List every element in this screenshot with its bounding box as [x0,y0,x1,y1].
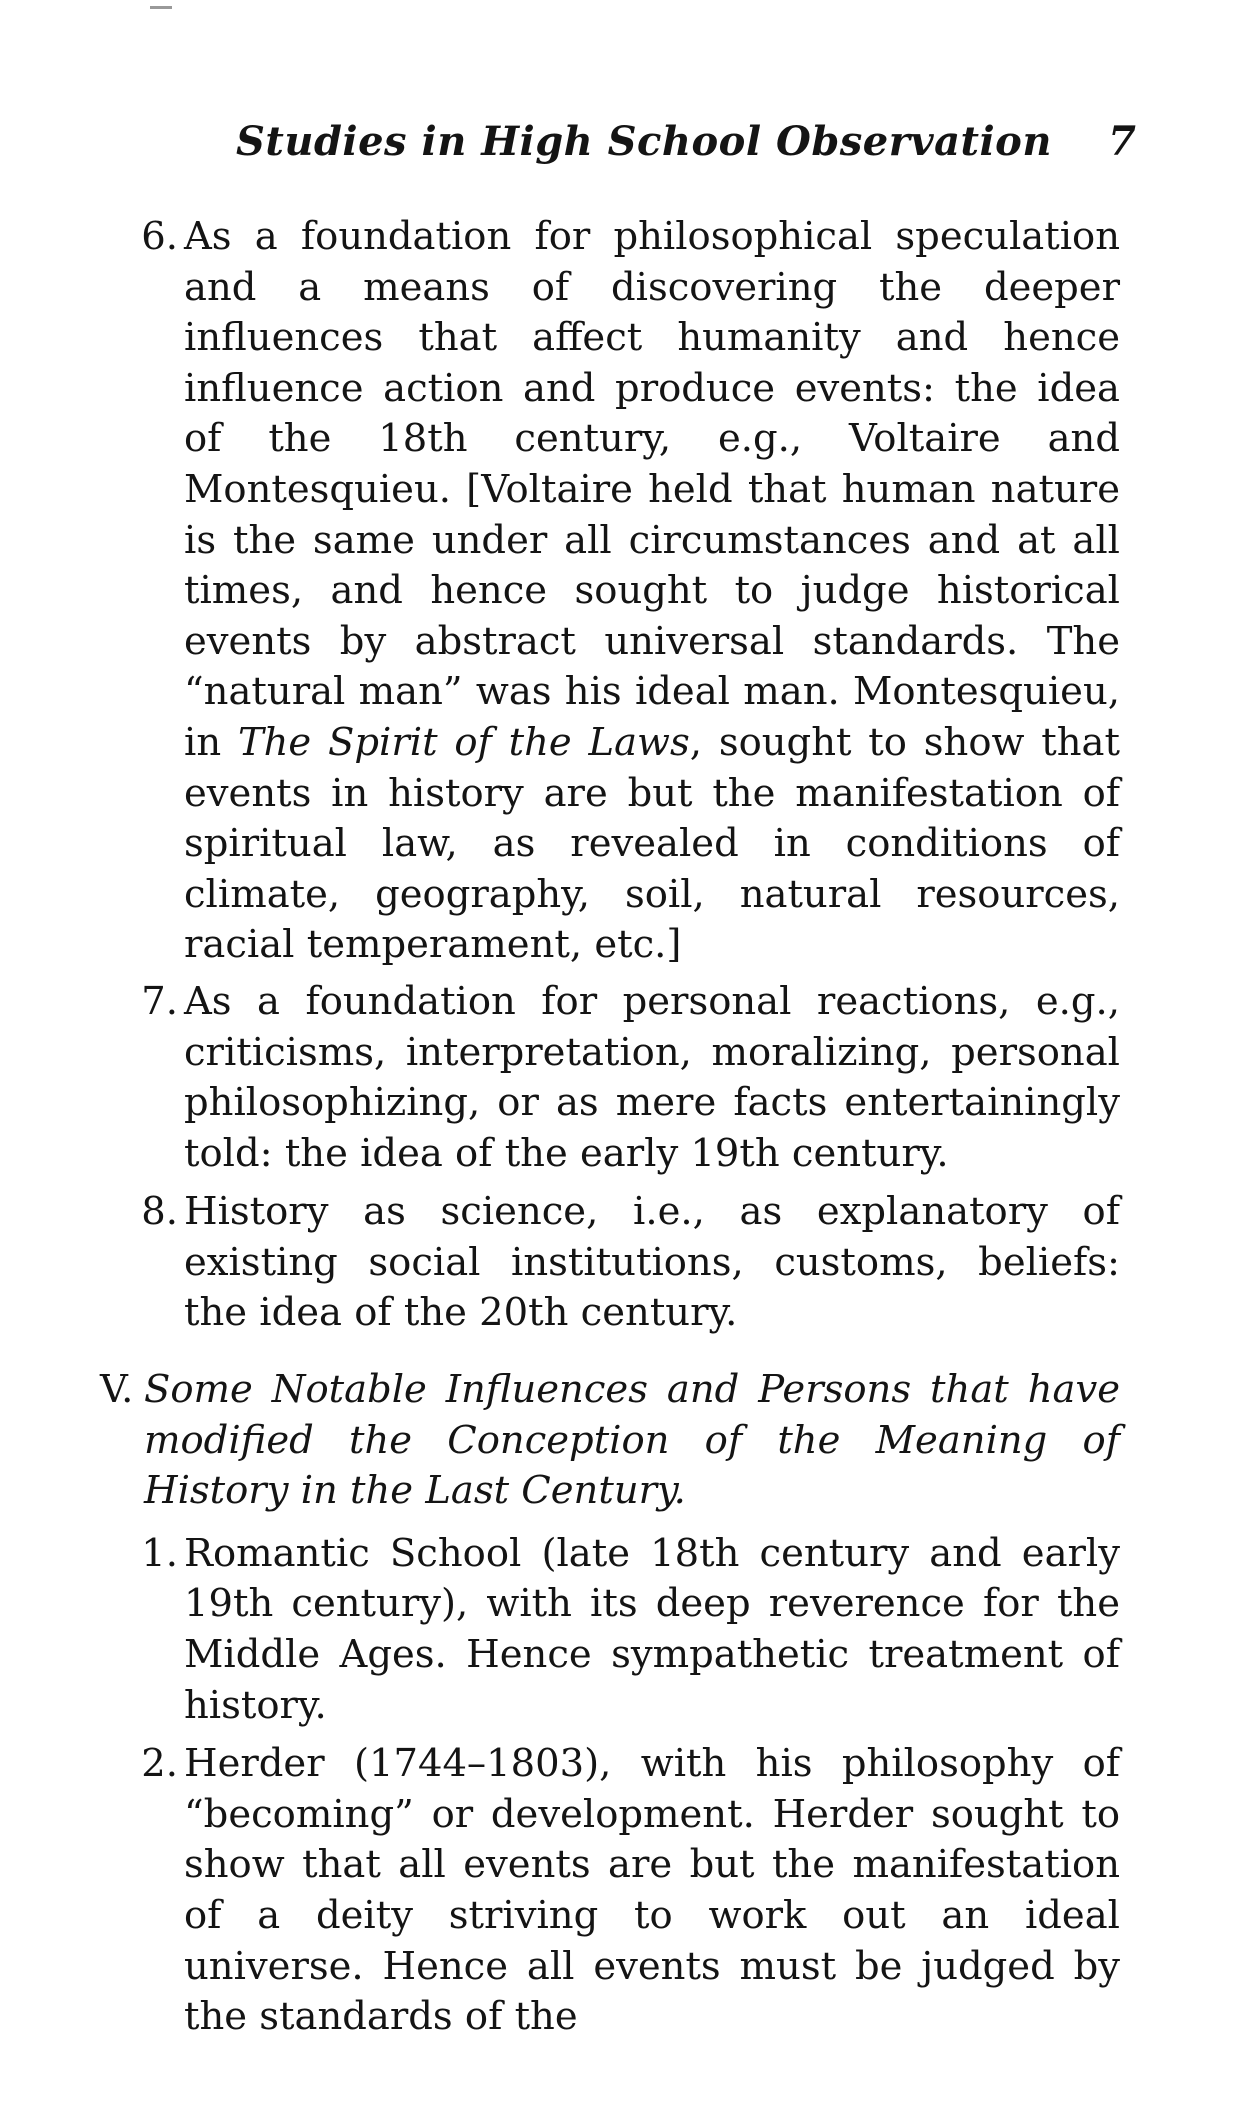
book-title-italic: The Spirit of the Laws [237,719,690,765]
item-number: 6. [141,214,178,259]
body-text [100,212,1120,2043]
item-text: Herder (1744–1803), with his philosophy of “becoming” or development. Herder sought to show that all events are but the manifestation of a deity striving to work out an ideal universe. Hence all events must be judged by the standards of the [184,1741,1120,2040]
list-item-v1 [100,1529,1120,1731]
item-text: History as science, i.e., as explanatory of existing social institutions, customs, beliefs: the idea of the 20th century. [184,1189,1120,1336]
print-mark [150,6,172,9]
item-text-part: , sought to show that events in history are but the manifestation of spiritual law, as revealed in conditions of climate, geography, soil, natural resources, racial temperament, etc.] [184,719,1120,968]
list-item-7 [100,977,1120,1179]
section-heading: Some Notable Influences and Persons that have modified the Conception of the Meaning of History in the Last Century. [144,1367,1120,1514]
item-number: 7. [141,978,178,1024]
item-number: 1. [141,1530,178,1576]
page-number: 7 [1108,118,1136,165]
item-text-part: As a foundation for philosophical speculation and a means of discovering the deeper influences that affect humanity and hence influence action and produce events: the idea of the 18th century, e.g., Voltaire and Montesquieu. [Voltaire held that human nature is the same under all circumstances and at all times, and hence sought to judge historical events by abstract universal standards. The “natural man” was his ideal man. Montesquieu, in [184,214,1120,765]
section-numeral: V. [100,1367,134,1413]
item-number: 8. [141,1189,178,1235]
section-v [100,1365,1120,1517]
item-text: Romantic School (late 18th century and early 19th century), with its deep reverence for the Middle Ages. Hence sympathetic treatment of history. [184,1530,1120,1728]
item-number: 2. [141,1741,178,1787]
list-item-v2 [100,1739,1120,2043]
item-text: As a foundation for personal reactions, e.g., criticisms, interpretation, moralizing, personal philosophizing, or as mere facts entertainingly told: the idea of the early 19th century. [184,978,1120,1176]
list-item-6 [100,212,1120,971]
list-item-8 [100,1187,1120,1339]
running-header [236,118,1136,178]
running-title: Studies in High School Observation [236,118,1052,165]
